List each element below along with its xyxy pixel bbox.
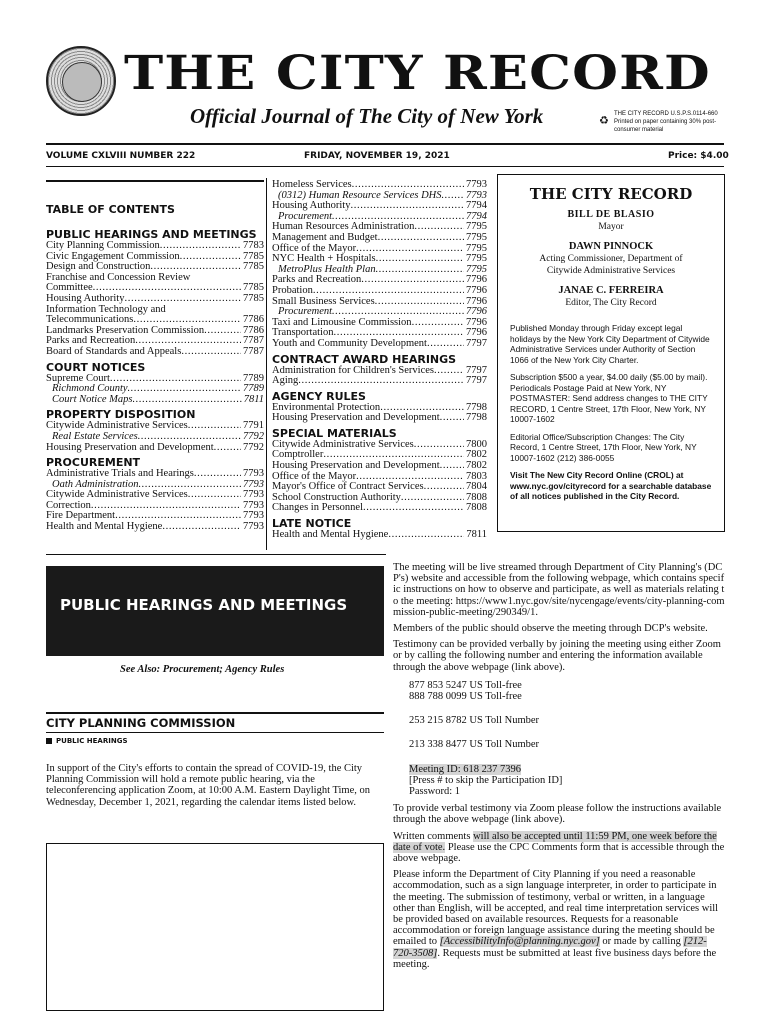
toc-page-number: 7797 — [466, 337, 487, 349]
toc-page-number: 7793 — [243, 499, 264, 511]
toc-page-number: 7797 — [466, 375, 487, 387]
toc-leader-dots — [440, 461, 464, 472]
toc-page-number: 7793 — [466, 179, 487, 190]
toc-page-number: 7787 — [243, 335, 264, 347]
toc-entry-label: Mayor's Office of Contract Services — [272, 481, 424, 493]
toc-right-column — [272, 180, 487, 541]
toc-entry-label: Parks and Recreation — [272, 274, 362, 286]
toc-page-number: 7793 — [243, 510, 264, 522]
toc-leader-dots — [434, 366, 464, 377]
publication-info: Published Monday through Friday except legal holidays by the New York City Department of Citywide Administrative Services under Authority of Section 1066 of the New York City Charter. — [510, 323, 710, 365]
toc-section-heading: CONTRACT AWARD HEARINGS — [272, 352, 457, 366]
toc-entry-label: Court Notice Maps — [52, 393, 133, 405]
toc-entry-label: Environmental Protection — [272, 401, 381, 413]
toc-entry — [272, 530, 487, 541]
text-run: . Requests must be submitted at least five business days before the meeting. — [393, 947, 717, 970]
toc-entry-label: Management and Budget — [272, 231, 378, 243]
toc-leader-dots — [424, 482, 464, 493]
commissioner-title-line: Acting Commissioner, Department of — [539, 254, 683, 264]
toc-entry-label: Comptroller — [272, 449, 324, 461]
toc-entry-label: Procurement — [278, 306, 333, 318]
toc-entry-label: Administrative Trials and Hearings — [46, 468, 194, 480]
subscription-info: Subscription $500 a year, $4.00 daily ($5.00 by mail). Periodicals Postage Paid at New York, NY POSTMASTER: Send address changes to THE CITY RECORD, 1 Centre Street, 17th Floor, New York, NY 10007-1602 — [510, 372, 708, 424]
toc-entry-label: Citywide Administrative Services — [272, 438, 414, 450]
toc-page-number: 7793 — [466, 189, 487, 201]
subhead: PUBLIC HEARINGS — [56, 737, 128, 745]
toc-page-number: 7798 — [466, 412, 487, 424]
toc-entry — [272, 233, 487, 244]
toc-page-number: 7793 — [243, 478, 264, 490]
toc-leader-dots — [414, 222, 464, 233]
infobox-title: THE CITY RECORD — [529, 185, 693, 203]
toc-section-heading: PROCUREMENT — [46, 456, 141, 470]
toc-entry-label: Procurement — [278, 210, 333, 222]
toc-page-number: 7793 — [243, 521, 264, 533]
toc-page-number: 7792 — [243, 430, 264, 442]
toc-entry-label: Correction — [46, 499, 91, 511]
toc-entry-label: Transportation — [272, 327, 334, 339]
toc-page-number: 7808 — [466, 502, 487, 514]
toc-page-number: 7791 — [243, 420, 264, 432]
highlighted-text: will also be accepted until 11:59 PM, one week before the date of vote. — [393, 830, 717, 853]
toc-entry — [46, 522, 264, 533]
toc-entry-label: Housing Preservation and Development — [272, 412, 440, 424]
accessibility-phone: [212-720-3508] — [393, 936, 707, 959]
toc-page-number: 7789 — [243, 372, 264, 384]
toc-leader-dots — [298, 376, 464, 387]
text-run: or made by calling — [599, 936, 684, 948]
toc-entry-label: Telecommunications — [46, 314, 134, 326]
commissioner-name: DAWN PINNOCK — [568, 241, 654, 252]
toc-entry-text: Franchise and Concession Review — [46, 271, 191, 283]
toc-entry — [46, 432, 264, 443]
toc-divider — [266, 178, 267, 550]
text-run: Please use the CPC Comments form that is accessible through the above webpage. — [393, 841, 725, 865]
toc-entry-label: Real Estate Services — [52, 430, 138, 442]
toc-entry-label: Housing Preservation and Development — [272, 460, 440, 472]
toc-page-number: 7811 — [466, 529, 487, 541]
toc-leader-dots — [110, 374, 241, 385]
section-title: PUBLIC HEARINGS AND MEETINGS — [60, 596, 348, 614]
toc-section-heading: PROPERTY DISPOSITION — [46, 408, 196, 422]
mayor-title: Mayor — [598, 222, 624, 232]
toc-entry-label: Housing Authority — [46, 292, 125, 304]
toc-leader-dots — [181, 347, 241, 358]
toc-leader-dots — [441, 191, 464, 202]
observe-paragraph: Members of the public should observe the meeting through DCP's website. — [393, 623, 708, 635]
accessibility-email[interactable]: [AccessibilityInfo@planning.nyc.gov] — [439, 936, 600, 948]
toc-entry — [272, 339, 487, 350]
issue-date: FRIDAY, NOVEMBER 19, 2021 — [304, 151, 450, 161]
mayor-name: BILL DE BLASIO — [567, 209, 655, 220]
toc-title: TABLE OF CONTENTS — [46, 203, 175, 216]
toc-page-number: 7800 — [466, 438, 487, 450]
text-run: Written comments — [393, 830, 474, 842]
toc-leader-dots — [427, 339, 464, 350]
toc-entry-label: NYC Health + Hospitals — [272, 253, 376, 265]
toc-page-number: 7802 — [466, 449, 487, 461]
editor-name: JANAE C. FERREIRA — [558, 285, 664, 296]
publisher-note-line: THE CITY RECORD U.S.P.S.0114-660 — [614, 111, 718, 117]
toc-entry-label: Landmarks Preservation Commission — [46, 324, 205, 336]
toc-page-number: 7796 — [466, 306, 487, 318]
password: Password: 1 — [409, 786, 461, 798]
toc-section-heading: SPECIAL MATERIALS — [272, 426, 397, 440]
section-banner — [46, 566, 384, 656]
toc-entry — [272, 376, 487, 387]
toc-leader-dots — [160, 241, 241, 252]
toc-entry-label: Small Business Services — [272, 295, 375, 307]
toc-page-number: 7785 — [243, 292, 264, 304]
toc-page-number: 7795 — [466, 253, 487, 265]
toc-entry-label: Taxi and Limousine Commission — [272, 316, 412, 328]
toc-entry — [46, 395, 264, 406]
toc-entry-label: Homeless Services — [272, 179, 352, 190]
toc-entry-label: Civic Engagement Commission — [46, 250, 180, 262]
blank-frame — [46, 843, 384, 1011]
toc-leader-dots — [378, 233, 464, 244]
toc-page-number: 7808 — [466, 491, 487, 503]
city-seal-icon — [46, 46, 116, 116]
text-run: Please inform the Department of City Planning if you need a reasonable accommodation, such as a sign language interpreter, in order to participate in the meeting. The submission of testimony, verbal or written, in a language other than English, will be accepted, and real time interpretation services will be provided based on available resources. Requests for a reasonable accommodation or foreign language assistance during the meeting should be emailed to — [393, 869, 719, 948]
toc-left-column — [46, 225, 264, 533]
publisher-note — [614, 110, 734, 134]
toc-section-heading: LATE NOTICE — [272, 517, 352, 531]
toc-leader-dots — [128, 384, 241, 395]
meeting-id-text: Meeting ID: 618 237 7396 — [409, 763, 521, 775]
toc-section-heading: PUBLIC HEARINGS AND MEETINGS — [46, 228, 257, 241]
toc-leader-dots — [376, 254, 464, 265]
toc-leader-dots — [376, 265, 464, 276]
toc-entry-label: Health and Mental Hygiene — [272, 529, 389, 541]
toc-section-heading: AGENCY RULES — [272, 389, 366, 403]
skip-instruction: [Press # to skip the Participation ID] — [409, 774, 563, 786]
toc-leader-dots — [124, 294, 241, 305]
toc-page-number: 7795 — [466, 242, 487, 254]
toc-entry-label: School Construction Authority — [272, 491, 401, 503]
toc-entry — [46, 294, 264, 305]
recycle-icon: ♻ — [599, 114, 609, 127]
toc-entry-label: Board of Standards and Appeals — [46, 345, 182, 357]
toc-entry — [272, 180, 487, 191]
see-also: See Also: Procurement; Agency Rules — [120, 664, 285, 675]
accommodation-paragraph — [393, 869, 726, 970]
toc-page-number: 7789 — [243, 383, 264, 395]
toc-leader-dots — [204, 326, 241, 337]
phone-number: 888 788 0099 US Toll-free — [409, 691, 522, 703]
toc-entry — [272, 286, 487, 297]
toc-leader-dots — [352, 180, 464, 191]
section-top-rule — [46, 554, 386, 555]
toc-page-number: 7796 — [466, 274, 487, 286]
toc-entry-label: Housing Preservation and Development — [46, 441, 214, 453]
toc-page-number: 7796 — [466, 316, 487, 328]
toc-entry — [272, 503, 487, 514]
livestream-paragraph: The meeting will be live streamed through Department of City Planning's (DCP's) website and accessible from the following webpage, which contains specific instructions on how to observe and participate, as well as materials relating to the meeting: https://www1.nyc.gov/site/nycengage/events/city-planning-commission-public-meeting/290349/1. — [393, 562, 725, 618]
toc-page-number: 7797 — [466, 364, 487, 376]
toc-page-number: 7803 — [466, 470, 487, 482]
toc-entry-label: Office of the Mayor — [272, 242, 357, 254]
toc-top-rule — [46, 180, 264, 182]
toc-page-number: 7785 — [243, 250, 264, 262]
agency-heading: CITY PLANNING COMMISSION — [46, 716, 236, 730]
toc-page-number: 7796 — [466, 327, 487, 339]
toc-entry-label: Administration for Children's Services — [272, 364, 434, 376]
meeting-id — [409, 764, 726, 775]
masthead-title: THE CITY RECORD — [124, 46, 711, 101]
toc-page-number: 7795 — [466, 221, 487, 233]
toc-leader-dots — [375, 297, 464, 308]
toc-page-number: 7795 — [466, 231, 487, 243]
toc-leader-dots — [133, 395, 242, 406]
toc-page-number: 7786 — [243, 314, 264, 326]
toc-entry-label: Design and Construction — [46, 261, 151, 273]
subhead-row — [46, 737, 128, 745]
toc-entry-label: Parks and Recreation — [46, 335, 136, 347]
masthead-rule — [46, 143, 724, 145]
toc-entry-label: Changes in Personnel — [272, 502, 363, 514]
toc-leader-dots — [350, 201, 464, 212]
toc-entry — [272, 413, 487, 424]
toc-entry-label: Citywide Administrative Services — [46, 489, 188, 501]
toc-entry-label: Supreme Court — [46, 372, 110, 384]
toc-entry-label: Richmond County — [52, 383, 128, 395]
testimony-paragraph: Testimony can be provided verbally by joining the meeting using either Zoom or by calling the following number and entering the information available through the above webpage (link above). — [393, 639, 721, 673]
masthead-subtitle: Official Journal of The City of New York — [190, 104, 544, 128]
toc-entry-label: Oath Administration — [52, 478, 139, 490]
toc-leader-dots — [214, 443, 241, 454]
toc-leader-dots — [162, 522, 241, 533]
toc-page-number: 7793 — [243, 468, 264, 480]
agency-rule — [46, 712, 384, 714]
toc-entry-label: Aging — [272, 375, 299, 387]
written-comments-paragraph — [393, 831, 726, 865]
toc-entry-text: Information Technology and — [46, 303, 166, 315]
crol-info: Visit The New City Record Online (CROL) at www.nyc.gov/cityrecord for a searchable database of all notices published in the City Record. — [510, 470, 712, 501]
toc-page-number: 7796 — [466, 284, 487, 296]
toc-entry-label: Office of the Mayor — [272, 470, 357, 482]
phone-number: 877 853 5247 US Toll-free — [409, 679, 522, 691]
toc-leader-dots — [361, 275, 464, 286]
volume-number: VOLUME CXLVIII NUMBER 222 — [46, 151, 196, 161]
toc-entry-label: (0312) Human Resource Services DHS — [278, 189, 442, 201]
notice-column — [393, 562, 726, 970]
commissioner-title-line: Citywide Administrative Services — [546, 266, 676, 276]
phone-number: 253 215 8782 US Toll Number — [409, 715, 540, 727]
toc-page-number: 7798 — [466, 401, 487, 413]
toc-entry — [46, 241, 264, 252]
toc-page-number: 7793 — [243, 489, 264, 501]
toc-leader-dots — [363, 503, 464, 514]
city-record-infobox — [497, 174, 725, 532]
toc-entry-label: Citywide Administrative Services — [46, 420, 188, 432]
toc-page-number: 7794 — [466, 200, 487, 212]
toc-page-number: 7794 — [466, 210, 487, 222]
toc-page-number: 7796 — [466, 295, 487, 307]
toc-page-number: 7785 — [243, 282, 264, 294]
toc-page-number: 7785 — [243, 261, 264, 273]
editorial-office-info: Editorial Office/Subscription Changes: The City Record, 1 Centre Street, 17th Floor, New York, NY 10007-1602 (212) 386-0055 — [510, 431, 697, 463]
toc-page-number: 7787 — [243, 345, 264, 357]
toc-leader-dots — [440, 413, 464, 424]
toc-entry-label: Human Resources Administration — [272, 221, 415, 233]
toc-entry-label: Housing Authority — [272, 200, 351, 212]
toc-entry-label: Committee — [46, 282, 93, 294]
toc-page-number: 7792 — [243, 441, 264, 453]
zoom-paragraph: To provide verbal testimony via Zoom please follow the instructions available through the above webpage (link above). — [393, 803, 722, 826]
issue-price: Price: $4.00 — [668, 151, 729, 161]
toc-page-number: 7786 — [243, 324, 264, 336]
square-bullet-icon — [46, 738, 52, 744]
toc-leader-dots — [188, 421, 241, 432]
toc-entry-label: MetroPlus Health Plan — [278, 263, 376, 275]
toc-entry-label: Youth and Community Development — [272, 337, 427, 349]
toc-leader-dots — [188, 490, 241, 501]
volume-rule — [46, 166, 724, 167]
toc-page-number: 7802 — [466, 460, 487, 472]
toc-leader-dots — [313, 286, 464, 297]
toc-page-number: 7804 — [466, 481, 487, 493]
toc-entry-label: Fire Department — [46, 510, 116, 522]
agency-subrule — [46, 732, 384, 733]
toc-entry-label: Probation — [272, 284, 313, 296]
toc-entry-label: Health and Mental Hygiene — [46, 521, 163, 533]
hearing-intro: In support of the City's efforts to contain the spread of COVID-19, the City Planning Commission will hold a remote public hearing, via the teleconferencing application Zoom, at 10:00 A.M. Eastern Daylight Time, on Wednesday, December 1, 2021, regarding the calendar items listed below. — [46, 763, 370, 808]
toc-entry — [46, 347, 264, 358]
toc-leader-dots — [180, 252, 241, 263]
toc-leader-dots — [194, 469, 241, 480]
toc-section-heading: COURT NOTICES — [46, 360, 146, 374]
toc-entry — [272, 366, 487, 377]
toc-leader-dots — [401, 493, 464, 504]
publisher-note-line: Printed on paper containing 30% post-consumer material — [614, 119, 717, 133]
toc-page-number: 7795 — [466, 263, 487, 275]
editor-title: Editor, The City Record — [565, 298, 657, 308]
toc-entry-label: City Planning Commission — [46, 240, 160, 251]
toc-leader-dots — [388, 530, 464, 541]
toc-leader-dots — [414, 440, 464, 451]
toc-entry — [46, 443, 264, 454]
phone-number: 213 338 8477 US Toll Number — [409, 739, 540, 751]
toc-leader-dots — [412, 318, 464, 329]
toc-page-number: 7811 — [243, 393, 264, 405]
toc-leader-dots — [138, 432, 241, 443]
toc-page-number: 7783 — [243, 240, 264, 251]
